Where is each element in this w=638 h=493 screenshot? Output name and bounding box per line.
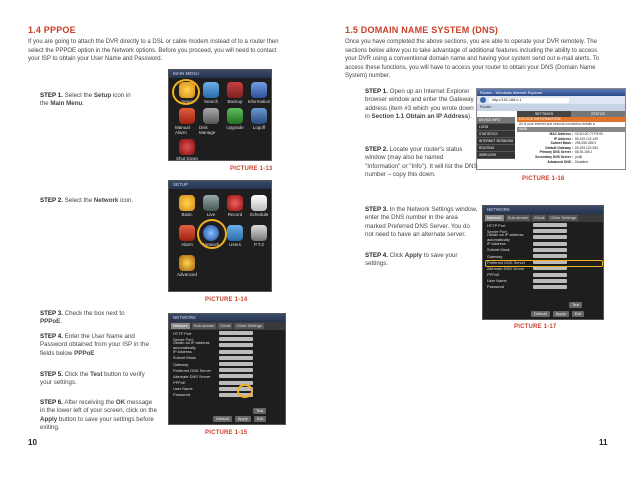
form-row-field[interactable]: [219, 368, 253, 372]
left-step-4: STEP 4. Enter the User Name and Password obtained from your ISP in the fields below PPPoE: [40, 333, 149, 357]
form-row-field[interactable]: [533, 235, 567, 239]
wan-field-value: Disabled: [575, 159, 588, 164]
form-row-field[interactable]: [533, 229, 567, 233]
form-row-label: HTTP Port: [487, 222, 506, 228]
calendar-icon: [251, 195, 267, 211]
form-row-label: IP Address: [173, 349, 192, 355]
router-side-item[interactable]: WIRELESS: [477, 152, 515, 159]
router-side-item[interactable]: DEVICE INFO: [477, 117, 515, 124]
router-side-item[interactable]: INTERNET SESSIONS: [479, 139, 514, 143]
form-row-field[interactable]: [533, 254, 567, 258]
alarm-icon: [179, 225, 195, 241]
network-form-buttons: [213, 416, 266, 422]
users-icon: [227, 225, 243, 241]
form-row-field[interactable]: [219, 343, 253, 347]
browser-tab[interactable]: Router: [477, 104, 625, 111]
form-row-field[interactable]: [219, 331, 253, 335]
setup-basic-item[interactable]: Basic: [175, 195, 199, 217]
setup-ptz-item[interactable]: P.T.Z: [247, 225, 271, 247]
form-row-label: Gateway: [173, 361, 189, 367]
router-side-item[interactable]: LOGS: [477, 124, 515, 131]
setup-menu-title: SETUP: [169, 181, 271, 189]
tab-network[interactable]: Network: [487, 215, 502, 220]
disk-icon: [203, 108, 219, 124]
device-info-heading: DEVICE INFORMATION: [517, 117, 625, 122]
left-step-3: STEP 3. Check the box next to PPPoE.: [40, 310, 125, 326]
apply-button[interactable]: Apply: [553, 311, 569, 317]
intro-pppoe: If you are going to attach the DVR directly to a DSL or cable modem instead of to a router then select the PPPOE option in the Network options. Before you proceed, you will need to contact your ISP to obtain your User Name and Password.: [28, 39, 279, 63]
network-form-rows: [169, 330, 285, 398]
apply-button[interactable]: Apply: [235, 416, 251, 422]
tab-other-settings[interactable]: Other Settings: [550, 215, 576, 220]
main-menu-logoff-item[interactable]: Logoff: [247, 108, 271, 135]
wan-field-value: 69.109.122.254: [575, 145, 598, 150]
main-menu-screenshot: [168, 69, 272, 161]
setup-advanced-item[interactable]: Advanced: [175, 255, 199, 277]
tab-sub-stream[interactable]: Sub-stream: [193, 323, 215, 328]
caption-picture-1-16: PICTURE 1-16: [522, 176, 565, 182]
wan-field-label: Primary DNS Server :: [539, 150, 573, 155]
wan-field-row: [517, 160, 625, 165]
nav-status[interactable]: STATUS: [571, 111, 625, 117]
network-form-title: NETWORK: [483, 206, 603, 214]
form-row-field[interactable]: [533, 248, 567, 252]
form-row-field[interactable]: [533, 242, 567, 246]
exit-button[interactable]: Exit: [572, 311, 585, 317]
nav-settings[interactable]: SETTINGS: [535, 112, 553, 116]
wan-field-label: Advanced DNS :: [547, 159, 573, 164]
form-row-field[interactable]: [219, 374, 253, 378]
live-icon: [203, 195, 219, 211]
device-info-panel: [517, 117, 625, 164]
form-row-field[interactable]: [219, 350, 253, 354]
wan-field-value: 69.109.122.149: [575, 136, 598, 141]
basic-settings-icon: [179, 195, 195, 211]
form-row-label: PPPoE: [173, 380, 186, 386]
setup-alarm-item[interactable]: Alarm: [175, 225, 199, 247]
test-button-row: [253, 408, 266, 414]
caption-picture-1-13: PICTURE 1-13: [230, 166, 273, 172]
left-step-2: STEP 2. Select the Network icon.: [40, 197, 134, 204]
left-step-5: STEP 5. Click the Test button to verify your settings.: [40, 371, 145, 387]
network-form-title: NETWORK: [169, 314, 285, 322]
tab-email[interactable]: Email: [534, 215, 545, 220]
power-icon: [179, 139, 195, 155]
form-row-label: Password: [487, 284, 505, 290]
router-side-item[interactable]: STATISTICS: [477, 131, 515, 138]
wan-fields: [517, 132, 625, 164]
network-form-pppoe-screenshot: [168, 313, 286, 425]
logoff-icon: [251, 108, 267, 124]
default-button[interactable]: Default: [531, 311, 550, 317]
form-row-field[interactable]: [533, 285, 567, 289]
backup-icon: [227, 82, 243, 98]
right-step-1: STEP 1. Open up an Internet Explorer browser window and enter the Gateway address (item #3 which you wrote down in Section 1.1 Obtain an IP Address).: [365, 88, 474, 121]
advanced-settings-icon: [179, 255, 195, 271]
form-row-field[interactable]: [533, 273, 567, 277]
form-row-label: User Name: [487, 278, 507, 284]
search-icon: [203, 82, 219, 98]
right-step-3: STEP 3. In the Network Settings window, enter the DNS number in the area marked Preferred DNS Server. You do not need to have an alternate server.: [365, 206, 478, 239]
caption-picture-1-14: PICTURE 1-14: [205, 297, 248, 303]
main-menu-upgrade-item[interactable]: Upgrade: [223, 108, 247, 135]
wan-field-value: 255.255.255.0: [575, 141, 597, 146]
left-step-1: STEP 1. Select the Setup icon in the Main Menu.: [40, 92, 131, 108]
right-page: [320, 0, 638, 493]
setup-users-item[interactable]: Users: [223, 225, 247, 247]
record-icon: [227, 195, 243, 211]
form-row: [169, 392, 285, 398]
caption-picture-1-15: PICTURE 1-15: [205, 430, 248, 436]
upgrade-icon: [227, 108, 243, 124]
exit-button[interactable]: Exit: [254, 416, 267, 422]
wan-field-label: IP Address :: [553, 136, 573, 141]
form-row-field[interactable]: [219, 356, 253, 360]
alarm-icon: [179, 108, 195, 124]
url-field[interactable]: http://192.168.0.1: [489, 98, 569, 103]
wan-field-value: 68.94.156.1: [575, 150, 593, 155]
network-tabs: [483, 214, 603, 222]
highlight-ring: [237, 384, 253, 398]
intro-dns: Once you have completed the above sections, you are able to operate your DVR remotely. The sections below allow you to take advantage of additional features including the ability to access your DVR using a conventional domain name and having your system send out e-mail alerts. To access these functions, you will have to access your router to obtain your DNS (Domain Name System) number.: [345, 39, 600, 80]
browser-title-bar: Router - Windows Internet Explorer: [477, 89, 625, 96]
main-menu-information-item[interactable]: Information: [247, 82, 271, 104]
network-form-rows: [483, 222, 603, 290]
network-tabs: [169, 322, 285, 330]
left-page: [0, 0, 318, 493]
form-row-label: Preferred DNS Server: [487, 259, 526, 265]
test-button-row: [569, 302, 582, 308]
left-step-6: STEP 6. After receiving the OK message in the lower left of your screen, click on the Apply button to save your settings before exiting.: [40, 399, 157, 432]
setup-live-item[interactable]: Live: [199, 195, 223, 217]
ptz-camera-icon: [251, 225, 267, 241]
test-button[interactable]: Test: [253, 408, 266, 414]
information-icon: [251, 82, 267, 98]
default-button[interactable]: Default: [213, 416, 232, 422]
form-row-field[interactable]: [533, 279, 567, 283]
tab-network[interactable]: Network: [173, 323, 188, 328]
browser-address-bar: [477, 96, 625, 104]
router-side-menu: [477, 117, 515, 159]
highlight-ring: [197, 219, 227, 249]
form-row-label: Obtain an IP address automatically: [487, 232, 524, 243]
main-menu-manual-alarm-item[interactable]: Manual Alarm: [175, 108, 199, 135]
caption-picture-1-17: PICTURE 1-17: [514, 324, 557, 330]
form-row-label: Gateway: [487, 253, 503, 259]
form-row-label: Server Port: [173, 336, 193, 342]
form-row-label: Subnet Mask: [173, 355, 196, 361]
form-row-field[interactable]: [533, 223, 567, 227]
device-info-subtitle: All of your Internet and network connection details a: [519, 122, 595, 126]
form-row-field[interactable]: [219, 362, 253, 366]
router-browser-screenshot: [476, 88, 626, 170]
tab-other-settings[interactable]: Other Settings: [236, 323, 262, 328]
section-title-dns: 1.5 DOMAIN NAME SYSTEM (DNS): [345, 25, 499, 35]
page-number-right: 11: [599, 438, 608, 447]
wan-field-label: Secondary DNS Server :: [535, 154, 573, 159]
form-row-label: IP Address: [487, 241, 506, 247]
right-step-4: STEP 4. Click Apply to save your settings.: [365, 252, 458, 268]
main-menu-search-item[interactable]: Search: [199, 82, 223, 104]
main-menu-disk-manage-item[interactable]: Disk Manage: [199, 108, 223, 135]
network-form-buttons: [531, 311, 584, 317]
form-row-label: Password: [173, 392, 191, 398]
form-row-label: Obtain an IP address automatically: [173, 340, 210, 351]
network-form-dns-screenshot: [482, 205, 604, 320]
main-menu-setup-item[interactable]: Setup: [175, 82, 199, 104]
main-menu-shut-down-item[interactable]: Shut Down: [175, 139, 199, 161]
wan-field-value: 00:1D:0C:77:F8:93: [575, 132, 603, 136]
test-button[interactable]: Test: [569, 302, 582, 308]
tab-sub-stream[interactable]: Sub-stream: [507, 215, 529, 220]
form-row-label: Alternate DNS Server: [487, 265, 525, 271]
form-row-label: PPPoE: [487, 272, 500, 278]
form-row-label: User Name: [173, 386, 193, 392]
page-number-left: 10: [28, 438, 37, 447]
wan-field-label: Subnet Mask :: [550, 141, 573, 146]
form-row-label: Preferred DNS Server: [173, 367, 212, 373]
form-row-label: Server Port: [487, 228, 507, 234]
setup-menu-screenshot: [168, 180, 272, 292]
right-step-2: STEP 2. Locate your router's status window (may also be named "Information" or "Info"). It will list the DNS number – copy this down.: [365, 146, 478, 179]
main-menu-backup-item[interactable]: Backup: [223, 82, 247, 104]
router-side-item[interactable]: ROUTING: [477, 145, 515, 152]
wan-field-value: (null): [575, 154, 583, 159]
back-arrow-icon[interactable]: [480, 97, 486, 103]
form-row: [483, 284, 603, 290]
form-row-field[interactable]: [533, 266, 567, 270]
tab-email[interactable]: Email: [220, 323, 231, 328]
setup-record-item[interactable]: Record: [223, 195, 247, 217]
setup-schedule-item[interactable]: Schedule: [247, 195, 271, 217]
wan-section: WAN: [517, 127, 625, 132]
highlight-ring: [172, 79, 200, 105]
form-row-label: Subnet Mask: [487, 247, 510, 253]
wan-field-label: MAC Address :: [549, 132, 573, 136]
setup-network-item[interactable]: Network: [199, 225, 223, 247]
form-row-field[interactable]: [219, 337, 253, 341]
main-menu-title: MAIN MENU: [169, 70, 271, 78]
wan-field-label: Default Gateway :: [545, 145, 573, 150]
form-row-label: Alternate DNS Server: [173, 373, 211, 379]
section-title-pppoe: 1.4 PPPOE: [28, 25, 76, 35]
preferred-dns-highlight: [485, 260, 603, 267]
form-row-label: HTTP Port: [173, 330, 192, 336]
